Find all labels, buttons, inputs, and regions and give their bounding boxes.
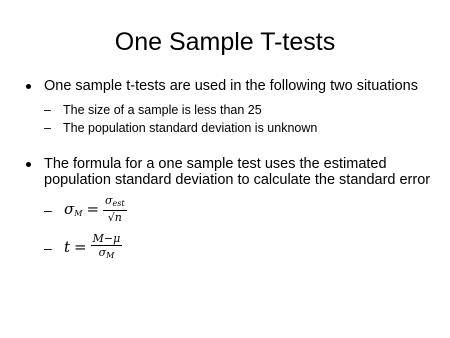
- sub-bullet-text: The population standard deviation is unknown: [63, 121, 318, 135]
- slide-content: [26, 78, 436, 264]
- bullet-item: [26, 78, 436, 94]
- formula-lhs: $\sigma_M$: [64, 200, 83, 218]
- fraction-denominator: √n: [107, 211, 122, 224]
- formula-expression: [64, 230, 122, 264]
- formula-expression: [64, 192, 127, 226]
- sub-bullet-item: [26, 121, 436, 135]
- formula-lhs: t: [64, 238, 71, 256]
- bullet-text: The formula for a one sample test uses the estimated population standard deviation to calculate the standard error: [44, 156, 431, 188]
- equals-sign: =: [74, 238, 87, 256]
- dash-marker: –: [44, 121, 51, 135]
- fraction: [103, 194, 127, 224]
- bullet-dot-icon: [26, 84, 31, 89]
- formula-t-statistic: [26, 230, 436, 264]
- dash-marker: –: [44, 240, 52, 256]
- bullet-text: One sample t-tests are used in the following two situations: [44, 78, 418, 94]
- dash-marker: –: [44, 202, 52, 218]
- fraction-denominator: $\sigma_M$: [98, 246, 115, 260]
- fraction: [91, 232, 123, 262]
- bullet-item: [26, 156, 436, 188]
- formula-standard-error: [26, 192, 436, 226]
- equals-sign: =: [86, 200, 100, 218]
- sub-bullet-text: The size of a sample is less than 25: [63, 103, 262, 117]
- dash-marker: –: [44, 103, 51, 117]
- fraction-numerator: $\sigma_{est}$: [103, 194, 127, 211]
- slide-title: One Sample T-tests: [114, 28, 336, 56]
- sub-bullet-item: [26, 103, 436, 117]
- bullet-dot-icon: [26, 162, 31, 167]
- fraction-numerator: M−μ: [92, 232, 121, 245]
